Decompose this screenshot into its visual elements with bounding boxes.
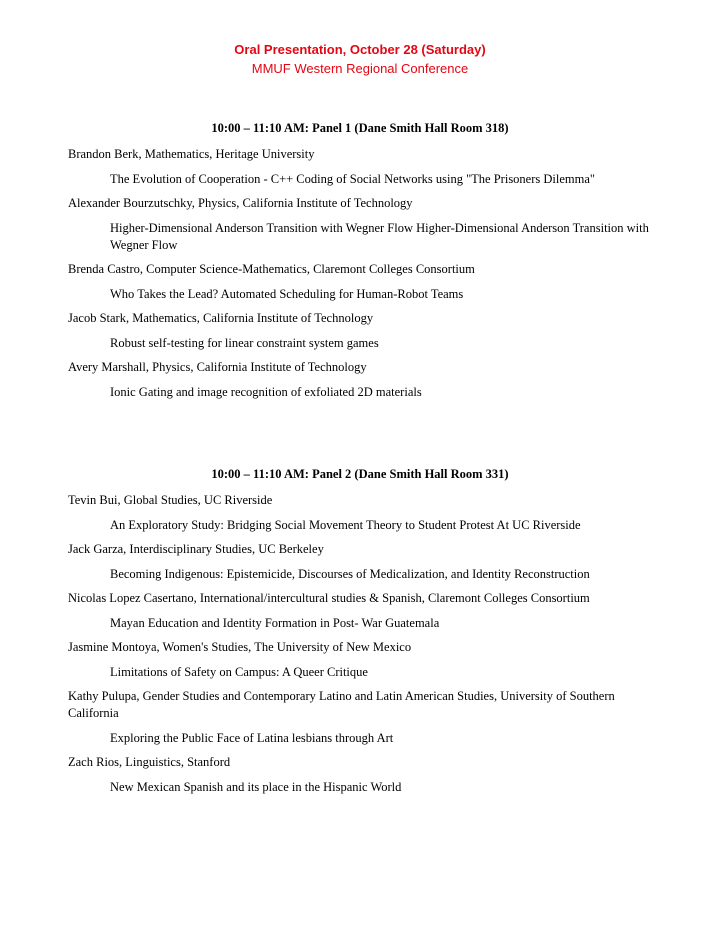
presentation-title: Exploring the Public Face of Latina lesbians through Art bbox=[110, 731, 394, 745]
presentation-title: Robust self-testing for linear constraint system games bbox=[110, 336, 379, 350]
list-item bbox=[0, 688, 720, 747]
list-item bbox=[0, 541, 720, 583]
presenter-info: Jasmine Montoya, Women's Studies, The University of New Mexico bbox=[68, 640, 412, 654]
presenter-info: Jacob Stark, Mathematics, California Institute of Technology bbox=[68, 311, 374, 325]
presenter-info: Avery Marshall, Physics, California Institute of Technology bbox=[68, 360, 367, 374]
presenter-info: Alexander Bourzutschky, Physics, California Institute of Technology bbox=[68, 196, 413, 210]
panel-1 bbox=[0, 120, 720, 408]
list-item bbox=[0, 195, 720, 254]
presentation-title: New Mexican Spanish and its place in the Hispanic World bbox=[110, 780, 402, 794]
document-subtitle: MMUF Western Regional Conference bbox=[251, 61, 469, 76]
list-item bbox=[0, 754, 720, 796]
panel-heading: 10:00 – 11:10 AM: Panel 2 (Dane Smith Hall Room 331) bbox=[211, 467, 509, 481]
presentation-title: Who Takes the Lead? Automated Scheduling for Human-Robot Teams bbox=[110, 287, 464, 301]
document-title: Oral Presentation, October 28 (Saturday) bbox=[234, 42, 486, 57]
panel-2 bbox=[0, 466, 720, 803]
list-item bbox=[0, 590, 720, 632]
document-header bbox=[0, 40, 720, 78]
list-item bbox=[0, 639, 720, 681]
presenter-info: Brenda Castro, Computer Science-Mathematics, Claremont Colleges Consortium bbox=[68, 262, 475, 276]
presenter-info: Tevin Bui, Global Studies, UC Riverside bbox=[68, 493, 273, 507]
list-item bbox=[0, 359, 720, 401]
presentation-title: Becoming Indigenous: Epistemicide, Discourses of Medicalization, and Identity Reconstruction bbox=[110, 567, 590, 581]
presentation-title: Mayan Education and Identity Formation in Post- War Guatemala bbox=[110, 616, 440, 630]
panel-heading: 10:00 – 11:10 AM: Panel 1 (Dane Smith Hall Room 318) bbox=[211, 121, 509, 135]
list-item bbox=[0, 146, 720, 188]
presentation-title: Ionic Gating and image recognition of exfoliated 2D materials bbox=[110, 385, 422, 399]
list-item bbox=[0, 492, 720, 534]
presenter-info: Nicolas Lopez Casertano, International/intercultural studies & Spanish, Claremont Colleges Consortium bbox=[68, 591, 590, 605]
list-item bbox=[0, 261, 720, 303]
presentation-title: The Evolution of Cooperation - C++ Coding of Social Networks using "The Prisoners Dilemma" bbox=[110, 172, 596, 186]
presenter-info: Zach Rios, Linguistics, Stanford bbox=[68, 755, 231, 769]
presentation-title: Higher-Dimensional Anderson Transition with Wegner Flow Higher-Dimensional Anderson Transition with Wegner Flow bbox=[110, 221, 649, 252]
presentation-title: Limitations of Safety on Campus: A Queer Critique bbox=[110, 665, 368, 679]
presentation-title: An Exploratory Study: Bridging Social Movement Theory to Student Protest At UC Riverside bbox=[110, 518, 581, 532]
presenter-info: Brandon Berk, Mathematics, Heritage University bbox=[68, 147, 315, 161]
presenter-info: Kathy Pulupa, Gender Studies and Contemporary Latino and Latin American Studies, University of Southern California bbox=[68, 689, 615, 720]
presenter-info: Jack Garza, Interdisciplinary Studies, UC Berkeley bbox=[68, 542, 324, 556]
list-item bbox=[0, 310, 720, 352]
